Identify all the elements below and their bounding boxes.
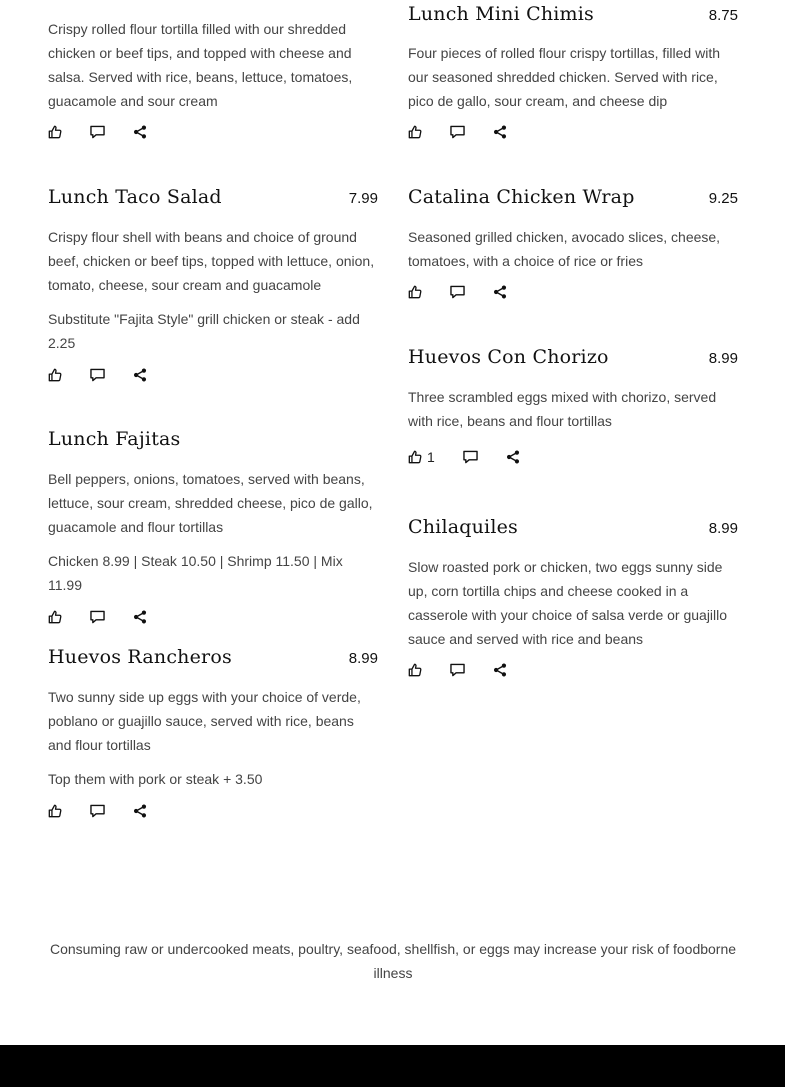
menu-item bbox=[48, 425, 378, 629]
item-description: Two sunny side up eggs with your choice of verde, poblano or guajillo sauce, served with rice, beans and flour tortillas bbox=[48, 689, 361, 753]
allergen-disclaimer: Consuming raw or undercooked meats, poultry, seafood, shellfish, or eggs may increase your risk of foodborne illness bbox=[49, 941, 737, 981]
comment-icon bbox=[90, 610, 105, 624]
menu-item bbox=[408, 513, 738, 682]
thumbs-up-icon bbox=[408, 125, 422, 139]
thumbs-up-icon bbox=[408, 285, 422, 299]
menu-item bbox=[48, 183, 378, 387]
comment-icon bbox=[90, 368, 105, 382]
comment-button[interactable] bbox=[450, 285, 465, 299]
share-button[interactable] bbox=[493, 125, 507, 139]
like-button[interactable] bbox=[48, 610, 62, 624]
share-icon bbox=[133, 610, 147, 624]
share-button[interactable] bbox=[493, 663, 507, 677]
share-button[interactable] bbox=[133, 125, 147, 139]
share-icon bbox=[493, 663, 507, 677]
comment-button[interactable] bbox=[90, 804, 105, 818]
like-button[interactable] bbox=[408, 125, 422, 139]
item-header bbox=[408, 343, 738, 371]
item-name: Huevos Con Chorizo bbox=[408, 346, 609, 368]
share-icon bbox=[506, 450, 520, 464]
item-name: Chilaquiles bbox=[408, 516, 519, 538]
comment-button[interactable] bbox=[90, 610, 105, 624]
item-extra: Top them with pork or steak + 3.50 bbox=[48, 771, 263, 787]
thumbs-up-icon bbox=[48, 125, 62, 139]
item-header bbox=[408, 0, 738, 28]
comment-button[interactable] bbox=[463, 450, 478, 464]
like-button[interactable] bbox=[408, 663, 422, 677]
thumbs-up-icon bbox=[48, 610, 62, 624]
item-extra: Substitute "Fajita Style" grill chicken or steak - add 2.25 bbox=[48, 311, 360, 351]
like-button[interactable] bbox=[48, 125, 62, 139]
like-count: 1 bbox=[427, 449, 435, 465]
item-description: Crispy flour shell with beans and choice of ground beef, chicken or beef tips, topped with lettuce, onion, tomato, cheese, sour cream and guacamole bbox=[48, 229, 375, 293]
item-actions bbox=[408, 658, 738, 682]
share-button[interactable] bbox=[133, 368, 147, 382]
thumbs-up-icon bbox=[48, 804, 62, 818]
comment-icon bbox=[450, 285, 465, 299]
share-button[interactable] bbox=[133, 610, 147, 624]
item-description: Three scrambled eggs mixed with chorizo, served with rice, beans and flour tortillas bbox=[408, 389, 717, 429]
share-icon bbox=[133, 368, 147, 382]
thumbs-up-icon bbox=[408, 450, 422, 464]
like-button[interactable] bbox=[408, 285, 422, 299]
item-price: 8.75 bbox=[708, 7, 738, 24]
thumbs-up-icon bbox=[48, 368, 62, 382]
comment-icon bbox=[450, 663, 465, 677]
comment-button[interactable] bbox=[90, 125, 105, 139]
menu-item bbox=[48, 643, 378, 823]
share-button[interactable] bbox=[133, 804, 147, 818]
share-icon bbox=[133, 125, 147, 139]
like-button[interactable] bbox=[48, 368, 62, 382]
item-name: Lunch Fajitas bbox=[48, 428, 181, 450]
share-icon bbox=[493, 125, 507, 139]
item-description: Bell peppers, onions, tomatoes, served with beans, lettuce, sour cream, shredded cheese, pico de gallo, guacamole and flour tortillas bbox=[48, 471, 373, 535]
item-price: 9.25 bbox=[708, 190, 738, 207]
menu-item bbox=[408, 0, 738, 144]
thumbs-up-icon bbox=[408, 663, 422, 677]
item-header bbox=[48, 643, 378, 671]
item-actions bbox=[408, 120, 738, 144]
item-name: Lunch Taco Salad bbox=[48, 186, 222, 208]
item-name: Huevos Rancheros bbox=[48, 646, 232, 668]
comment-icon bbox=[463, 450, 478, 464]
item-extra: Chicken 8.99 | Steak 10.50 | Shrimp 11.50 | Mix 11.99 bbox=[48, 553, 343, 593]
share-button[interactable] bbox=[506, 450, 520, 464]
item-header bbox=[48, 183, 378, 211]
item-price: 7.99 bbox=[348, 190, 378, 207]
comment-button[interactable] bbox=[450, 125, 465, 139]
item-actions bbox=[48, 799, 378, 823]
menu-item bbox=[408, 343, 738, 469]
item-name: Catalina Chicken Wrap bbox=[408, 186, 635, 208]
share-button[interactable] bbox=[493, 285, 507, 299]
share-icon bbox=[133, 804, 147, 818]
comment-icon bbox=[90, 125, 105, 139]
item-actions bbox=[408, 445, 738, 469]
comment-icon bbox=[90, 804, 105, 818]
item-actions bbox=[48, 363, 378, 387]
share-icon bbox=[493, 285, 507, 299]
item-actions bbox=[48, 120, 378, 144]
like-button[interactable] bbox=[48, 804, 62, 818]
item-price: 8.99 bbox=[348, 650, 378, 667]
item-name: Lunch Mini Chimis bbox=[408, 3, 594, 25]
item-description: Four pieces of rolled flour crispy tortillas, filled with our seasoned shredded chicken. Served with rice, pico de gallo, sour cream, and cheese dip bbox=[408, 45, 721, 109]
footer-bar bbox=[0, 1045, 785, 1087]
item-header bbox=[48, 425, 378, 453]
item-actions bbox=[408, 280, 738, 304]
item-actions bbox=[48, 605, 378, 629]
like-button[interactable] bbox=[408, 449, 435, 465]
menu-item bbox=[408, 183, 738, 304]
item-header bbox=[408, 183, 738, 211]
comment-button[interactable] bbox=[450, 663, 465, 677]
item-description: Crispy rolled flour tortilla filled with our shredded chicken or beef tips, and topped with cheese and salsa. Served with rice, beans, lettuce, tomatoes, guacamole and sour cream bbox=[48, 21, 353, 109]
comment-icon bbox=[450, 125, 465, 139]
item-price: 8.99 bbox=[708, 350, 738, 367]
item-price: 8.99 bbox=[708, 520, 738, 537]
comment-button[interactable] bbox=[90, 368, 105, 382]
item-description: Slow roasted pork or chicken, two eggs sunny side up, corn tortilla chips and cheese cooked in a casserole with your choice of salsa verde or guajillo sauce and served with rice and beans bbox=[408, 559, 728, 647]
menu-item bbox=[48, 17, 378, 144]
item-header bbox=[408, 513, 738, 541]
item-description: Seasoned grilled chicken, avocado slices, cheese, tomatoes, with a choice of rice or fries bbox=[408, 229, 721, 269]
